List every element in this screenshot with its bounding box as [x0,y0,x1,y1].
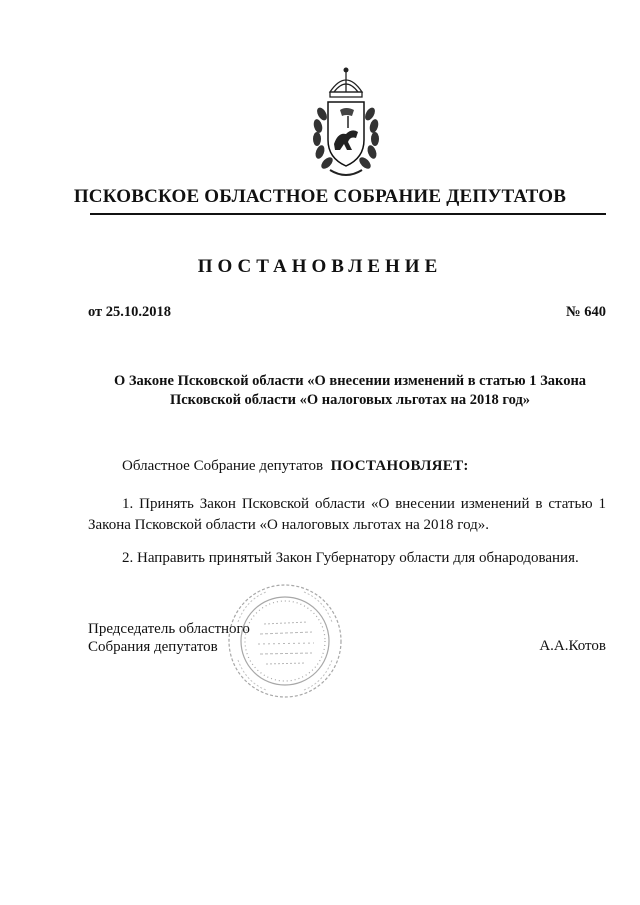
resolution-item-1: 1. Принять Закон Псковской области «О внесении изменений в статью 1 Закона Псковской области «О налоговых льготах на 2018 год». [88,496,606,533]
header-divider [90,213,606,215]
organization-title: ПСКОВСКОЕ ОБЛАСТНОЕ СОБРАНИЕ ДЕПУТАТОВ [73,186,567,207]
resolution-item-2: 2. Направить принятый Закон Губернатору области для обнародования. [122,550,579,566]
signatory-position-line-1: Председатель областного [88,621,250,637]
subject-line-1: О Законе Псковской области «О внесении изменений в статью 1 Закона [113,373,587,389]
document-subject [80,372,620,410]
preamble-text: Областное Собрание депутатов [122,458,324,474]
official-seal-stamp-icon [226,582,344,700]
preamble [122,458,469,475]
preamble-verb: ПОСТАНОВЛЯЕТ: [330,458,469,474]
document-date: от 25.10.2018 [88,304,172,320]
coat-of-arms-icon [300,62,392,182]
signatory-position-line-2: Собрания депутатов [88,639,218,655]
document-type-heading: ПОСТАНОВЛЕНИЕ [197,256,443,277]
signatory-name: А.А.Котов [539,638,606,654]
document-number: № 640 [566,304,606,320]
subject-line-2: Псковской области «О налоговых льготах на 2018 год» [169,392,531,408]
